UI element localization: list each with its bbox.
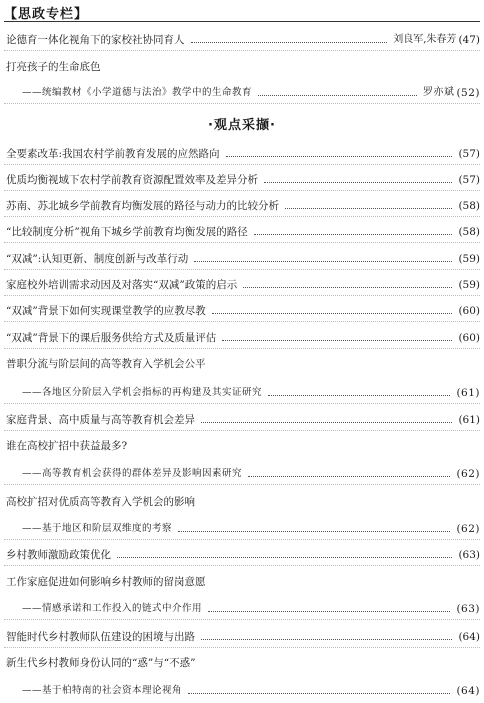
entry-page-number: (62) <box>456 468 480 480</box>
dot-leader <box>248 476 450 477</box>
dot-leader <box>188 693 450 694</box>
entry-separator <box>4 295 480 296</box>
entry-page-number: (61) <box>458 414 480 426</box>
toc-entry <box>6 198 480 214</box>
entry-page-number: (60) <box>458 332 480 344</box>
entry-separator <box>4 403 480 404</box>
entry-title: 智能时代乡村教师队伍建设的困境与出路 <box>6 631 195 643</box>
entry-page-number: (64) <box>458 631 480 643</box>
toc-entry-title: 新生代乡村教师身份认同的“惑”与“不惑” <box>6 657 196 669</box>
dot-leader <box>258 95 417 96</box>
dot-leader <box>117 557 452 558</box>
dot-leader <box>264 182 452 183</box>
toc-entry <box>6 412 480 428</box>
entry-separator <box>4 190 480 191</box>
entry-title: 优质均衡视域下农村学前教育资源配置效率及差异分析 <box>6 174 258 186</box>
entry-title: 论德育一体化视角下的家校社协同育人 <box>6 34 185 46</box>
entry-subtitle: ——各地区分阶层入学机会指标的再构建及其实证研究 <box>22 387 263 398</box>
entry-page-number: (57) <box>458 174 480 186</box>
section-header: 【思政专栏】 <box>4 7 89 22</box>
entry-page-number: (64) <box>456 685 480 697</box>
entry-author: 刘良军,朱春芳 <box>393 34 457 45</box>
dot-leader <box>194 261 452 262</box>
entry-separator <box>4 619 480 620</box>
dot-leader <box>243 287 452 288</box>
toc-entry <box>6 547 480 563</box>
entry-separator <box>4 103 480 104</box>
entry-title: “双减”:认知更新、制度创新与改革行动 <box>6 253 189 265</box>
entry-subtitle: ——统编教材《小学道德与法治》教学中的生命教育 <box>22 87 253 98</box>
toc-entry <box>6 629 480 645</box>
toc-entry <box>6 251 480 267</box>
entry-title: “双减”背景下的课后服务供给方式及质量评估 <box>6 332 217 344</box>
dot-leader <box>191 42 388 43</box>
entry-page-number: (59) <box>458 253 480 265</box>
entry-page-number: (57) <box>458 148 480 160</box>
entry-page-number: (59) <box>458 279 480 291</box>
dot-leader <box>222 340 452 341</box>
entry-page-number: (58) <box>458 226 480 238</box>
toc-entry-subtitle <box>22 601 480 617</box>
toc-entry <box>6 146 480 162</box>
entry-separator <box>4 647 480 648</box>
entry-page-number: (62) <box>456 523 480 535</box>
entry-separator <box>4 164 480 165</box>
toc-entry-subtitle <box>22 466 480 482</box>
dot-leader <box>201 422 452 423</box>
entry-title: “比较制度分析”视角下城乡学前教育均衡发展的路径 <box>6 226 248 238</box>
entry-separator <box>4 484 480 485</box>
entry-subtitle: ——情感承诺和工作投入的链式中介作用 <box>22 603 203 614</box>
dot-leader <box>201 639 452 640</box>
dot-leader <box>268 395 450 396</box>
entry-page-number: (61) <box>456 387 480 399</box>
toc-entry <box>6 172 480 188</box>
toc-entry-subtitle <box>22 85 480 101</box>
entry-separator <box>4 242 480 243</box>
entry-subtitle: ——基于地区和阶层双维度的考察 <box>22 523 173 534</box>
dot-leader <box>254 234 453 235</box>
entry-page-number: (58) <box>458 200 480 212</box>
dot-leader <box>178 531 450 532</box>
entry-page-number: (63) <box>458 549 480 561</box>
entry-title: 家庭背景、高中质量与高等教育机会差异 <box>6 414 195 426</box>
section-title: ·观点采撷· <box>208 118 276 133</box>
toc-entry <box>6 330 480 346</box>
toc-entry <box>6 224 480 240</box>
toc-entry-subtitle <box>22 385 480 401</box>
entry-page-number: (52) <box>456 87 480 99</box>
toc-entry-title: 高校扩招对优质高等教育入学机会的影响 <box>6 496 195 508</box>
header-rule <box>4 21 480 22</box>
dot-leader <box>226 156 453 157</box>
entry-title: 乡村教师激励政策优化 <box>6 549 111 561</box>
entry-page-number: (63) <box>456 603 480 615</box>
entry-title: 家庭校外培训需求动因及对落实“双减”政策的启示 <box>6 279 238 291</box>
entry-title: 苏南、苏北城乡学前教育均衡发展的路径与动力的比较分析 <box>6 200 279 212</box>
dot-leader <box>285 208 452 209</box>
toc-entry-title: 普职分流与阶层间的高等教育入学机会公平 <box>6 358 206 370</box>
toc-entry-subtitle <box>22 521 480 537</box>
entry-title: “双减”背景下如何实现课堂教学的应教尽教 <box>6 305 206 317</box>
toc-entry <box>6 277 480 293</box>
entry-subtitle: ——基于柏特南的社会资本理论视角 <box>22 685 183 696</box>
toc-entry <box>6 303 480 319</box>
dot-leader <box>212 313 453 314</box>
entry-separator <box>4 216 480 217</box>
entry-separator <box>4 321 480 322</box>
toc-entry-subtitle <box>22 683 480 699</box>
entry-separator <box>4 539 480 540</box>
entry-title: 全要素改革:我国农村学前教育发展的应然路向 <box>6 148 220 160</box>
entry-separator <box>4 50 480 51</box>
toc-entry-title: 谁在高校扩招中获益最多? <box>6 440 128 452</box>
toc-entry-title: 工作家庭促进如何影响乡村教师的留岗意愿 <box>6 576 206 588</box>
toc-entry <box>6 32 480 48</box>
entry-page-number: (47) <box>458 34 480 46</box>
entry-author: 罗亦斌 <box>422 87 455 98</box>
entry-separator <box>4 348 480 349</box>
entry-separator <box>4 430 480 431</box>
entry-subtitle: ——高等教育机会获得的群体差异及影响因素研究 <box>22 468 243 479</box>
entry-separator <box>4 269 480 270</box>
entry-separator <box>4 565 480 566</box>
dot-leader <box>208 611 450 612</box>
toc-entry-title: 打亮孩子的生命底色 <box>6 61 101 73</box>
entry-page-number: (60) <box>458 305 480 317</box>
